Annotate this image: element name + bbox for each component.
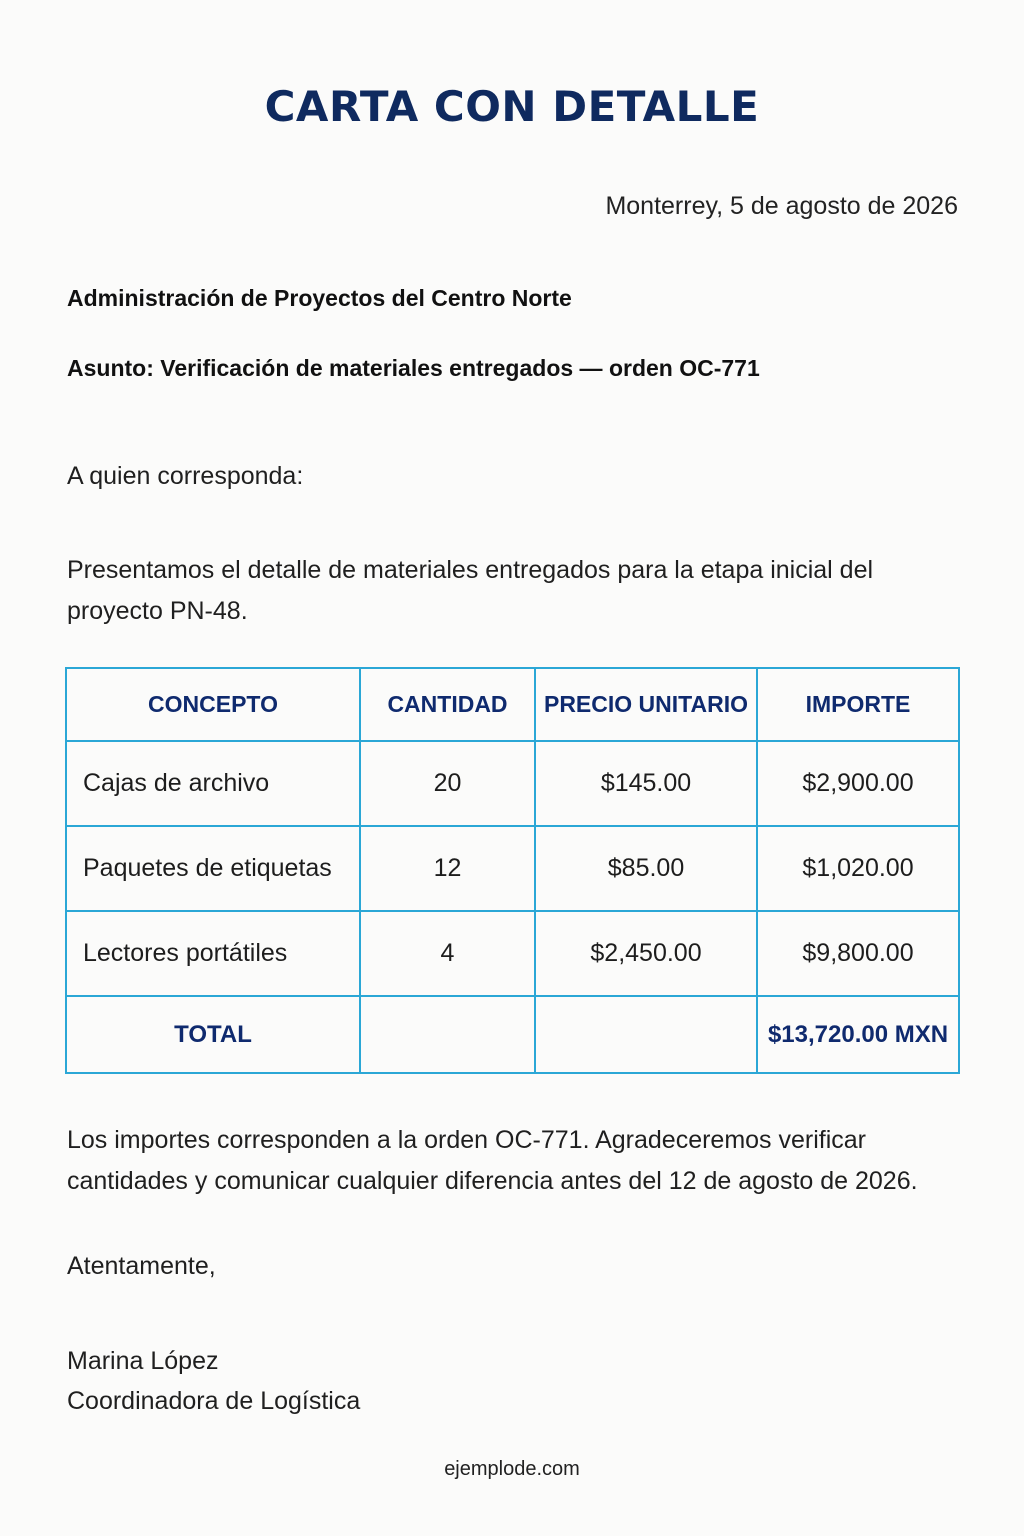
cell-unit-price: $2,450.00	[535, 911, 757, 996]
recipient: Administración de Proyectos del Centro Norte	[67, 285, 572, 311]
header-concept: CONCEPTO	[66, 668, 360, 741]
greeting: A quien corresponda:	[67, 462, 304, 490]
header-amount: IMPORTE	[757, 668, 959, 741]
header-unit-price: PRECIO UNITARIO	[535, 668, 757, 741]
cell-amount: $1,020.00	[757, 826, 959, 911]
letter-title: CARTA CON DETALLE	[264, 82, 760, 131]
header-quantity: CANTIDAD	[360, 668, 535, 741]
closing-paragraph: Los importes corresponden a la orden OC-771. Agradeceremos verificar cantidades y comunicar cualquier diferencia antes del 12 de agosto de 2026.	[67, 1126, 918, 1195]
cell-amount: $2,900.00	[757, 741, 959, 826]
signer-name: Marina López	[67, 1347, 219, 1375]
total-empty-cell	[360, 996, 535, 1073]
cell-quantity: 12	[360, 826, 535, 911]
cell-quantity: 4	[360, 911, 535, 996]
table-row	[66, 911, 959, 996]
cell-quantity: 20	[360, 741, 535, 826]
table-header-row	[66, 668, 959, 741]
cell-unit-price: $145.00	[535, 741, 757, 826]
total-row	[66, 996, 959, 1073]
cell-amount: $9,800.00	[757, 911, 959, 996]
materials-table	[65, 667, 960, 1074]
cell-concept: Paquetes de etiquetas	[66, 826, 360, 911]
farewell: Atentamente,	[67, 1252, 216, 1280]
intro-paragraph: Presentamos el detalle de materiales entregados para la etapa inicial del proyecto PN-48.	[67, 556, 874, 625]
cell-concept: Cajas de archivo	[66, 741, 360, 826]
table-row	[66, 741, 959, 826]
subject-line: Asunto: Verificación de materiales entregados — orden OC-771	[67, 355, 760, 381]
table-row	[66, 826, 959, 911]
cell-concept: Lectores portátiles	[66, 911, 360, 996]
signer-role: Coordinadora de Logística	[67, 1387, 361, 1415]
total-label: TOTAL	[66, 996, 360, 1073]
cell-unit-price: $85.00	[535, 826, 757, 911]
total-amount: $13,720.00 MXN	[757, 996, 959, 1073]
footer-source: ejemplode.com	[444, 1458, 580, 1480]
letter-date: Monterrey, 5 de agosto de 2026	[605, 192, 958, 220]
total-empty-cell	[535, 996, 757, 1073]
